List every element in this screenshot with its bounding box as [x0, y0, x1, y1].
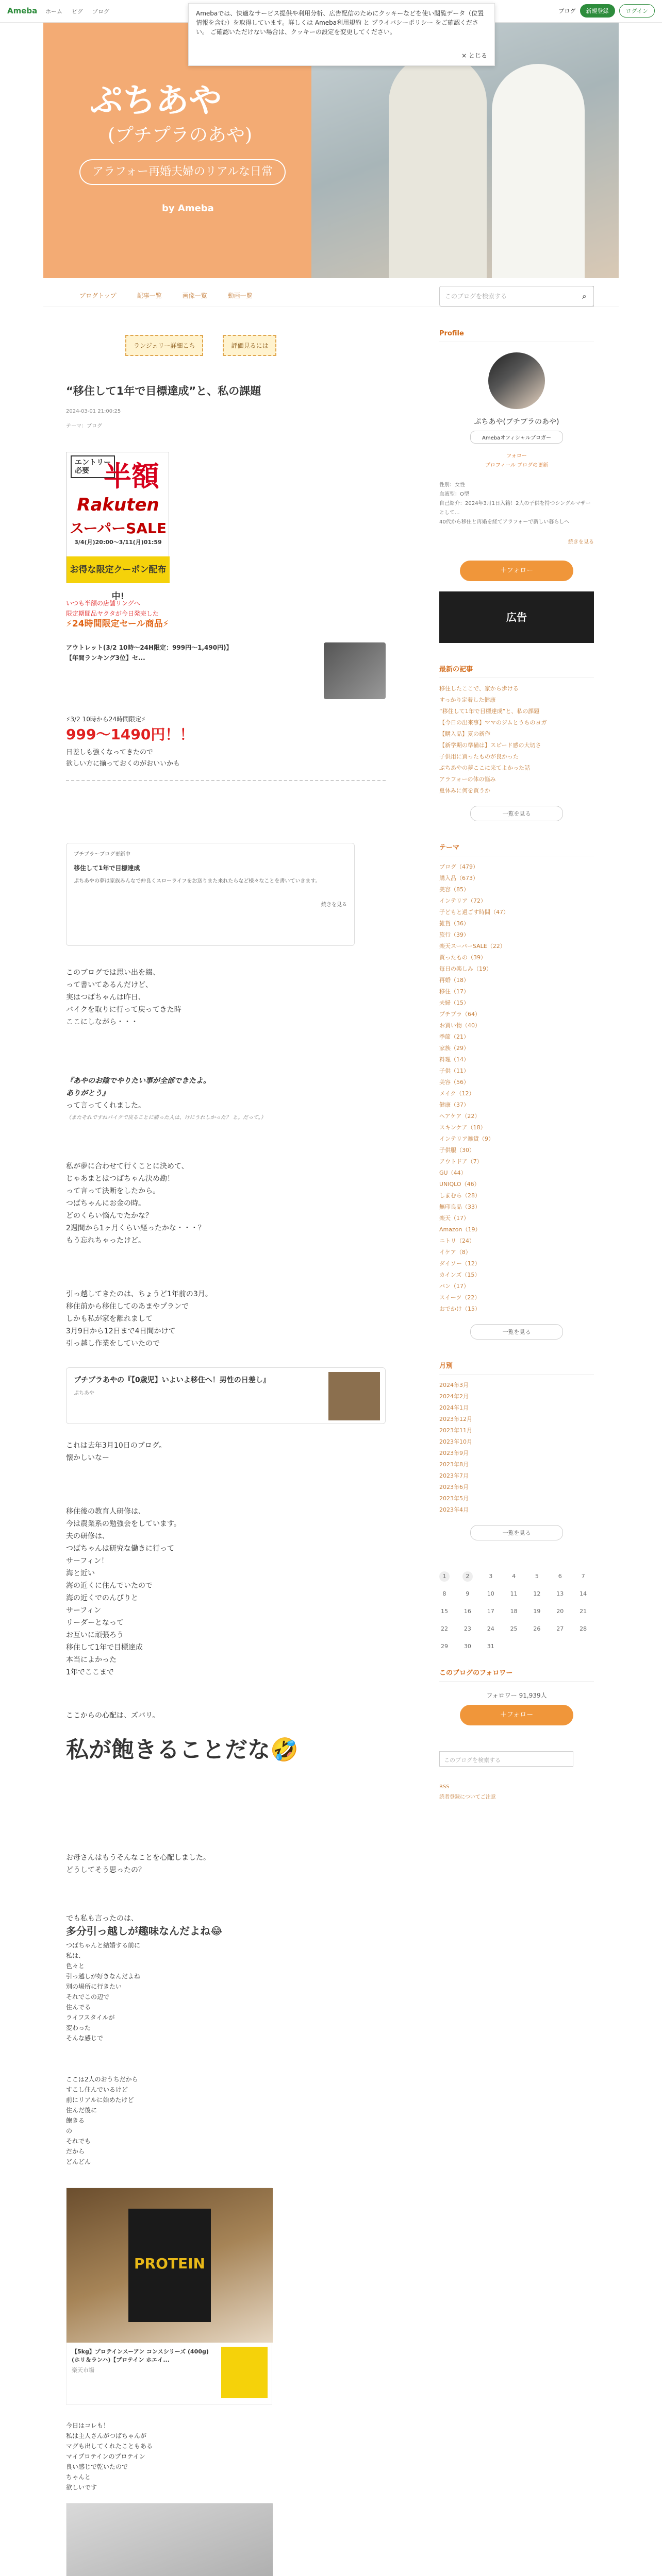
promo-3: ⚡24時間限定セール商品⚡ — [66, 619, 169, 629]
header-subtitle: (プチプラのあや) — [108, 125, 253, 146]
link-thumbnail[interactable] — [328, 1372, 380, 1420]
link-source: ぷちあや — [74, 1391, 94, 1396]
divider — [66, 780, 386, 781]
banner-entry: エントリー 必要 — [71, 455, 115, 478]
entry-title[interactable]: “移住して1年で目標達成”と、私の課題 — [66, 385, 261, 397]
bride-figure — [492, 64, 585, 278]
reblog-more[interactable]: 続きを見る — [321, 902, 347, 908]
monthly-heading: 月別 — [439, 1360, 594, 1375]
entry-theme[interactable]: テーマ：ブログ — [66, 423, 102, 429]
paragraph-4: これは去年3月10日のブログ。 懐かしいなー — [66, 1442, 167, 1462]
entry-date: 2024-03-01 21:00:25 — [66, 409, 121, 414]
recent-list: 移住したここで、家から歩ける すっかり定着した健康 “移住して1年で目標達成”と、私の課題 【今日の出来事】ママのジムとうちのヨガ 【購入品】夏の新作 【新学期の準備は】スピード感の大切さ 子供用に買ったものが良かった ぷちあやの夢ここに来てよかった話 アラフォーの体の悩み 夏休みに何を買うか — [439, 685, 547, 794]
paragraph-6: ここからの心配は、ズバリ。 — [66, 1711, 160, 1720]
profile-readmore[interactable]: 続きを見る — [568, 539, 594, 545]
follow-button[interactable]: ＋フォロー — [460, 561, 573, 581]
consent-close-button[interactable]: × とじる — [461, 52, 487, 59]
paragraph-5: 移住後の教育人研修は、 今は農業系の勉強会をしています。 夫の研修は、 つばちゃんは研究な働きに行って サーフィン！ 海と近い 海の近くに住んでいたので 海の近くでのんびりと サーフィン リーダーとなって お互いに頑張ろう 移住して1年で目標達成 本当によかった 1年でここまで — [66, 1507, 181, 1676]
consent-text: Amebaでは、快適なサービス提供や利用分析、広告配信のためにクッキーなどを使い閲覧データ（位置情報を含む）を取得しています。詳しくは Ameba利用規約 と プライバシーポリシー をご確認ください。 ご確認いただけない場合は、クッキーの設定を変更してください。 — [196, 10, 484, 36]
nav-entries[interactable]: 記事一覧 — [137, 292, 162, 299]
theme-list: ブログ（479） 購入品（673） 美容（85） インテリア（72） 子どもと過ごす時間（47） 雑貨（36） 旅行（39） 楽天スーパーSALE（22） 買ったもの（39） 毎日の楽しみ（19） 再婚（18） 移住（17） 夫婦（15） プチプラ（64） お買い物（40） 季節（21） 家族（29） 料理（14） 子供（11） 美容（56） メイク（12） 健康（37） ヘアケア（22） スキンケア（18） インテリア雑貨（9） 子供服（30） アウトドア（7） GU（44） UNIQLO（46） しまむら（28） 無印良品（33） 楽天（17） Amazon（19） ニトリ（24） イケア（8） ダイソー（12） カインズ（15） パン（17） スイーツ（22） おでかけ（15） — [439, 863, 509, 1312]
login-button[interactable]: ログイン — [619, 4, 655, 18]
follower-count: フォロワー 91,939人 — [486, 1692, 547, 1699]
rakuten-banner[interactable] — [66, 452, 169, 602]
banner-period: 3/4(月)20:00～3/11(月)01:59 — [74, 539, 162, 546]
product-card-1[interactable] — [66, 642, 386, 699]
protein-pack: PROTEIN — [128, 2209, 211, 2322]
tag-button-1[interactable]: ランジェリー詳細こち — [125, 335, 203, 356]
profile-links — [439, 452, 594, 470]
signup-button[interactable]: 新規登録 — [580, 4, 615, 18]
reblog-by: プチプラ～ブログ更新中 — [74, 852, 130, 857]
month-list: 2024年3月 2024年2月 2024年1月 2023年12月 2023年11月 2023年10月 2023年9月 2023年8月 2023年7月 2023年6月 2023年5月 2023年4月 — [439, 1382, 472, 1513]
banner-sale: スーパーSALE — [69, 520, 167, 537]
ameba-logo[interactable]: Ameba — [7, 6, 38, 15]
nav-pigg[interactable]: ピグ — [72, 8, 83, 15]
nav-images[interactable]: 画像一覧 — [182, 292, 207, 299]
recent-more-button[interactable]: 一覧を見る — [470, 806, 563, 821]
tag-buttons — [125, 335, 386, 356]
link-title[interactable]: プチプラあやの『【0歳児】いよいよ移住へ！男性の日差し』 — [74, 1376, 270, 1384]
blog-search-input[interactable]: このブログを検索する — [439, 286, 594, 307]
groom-figure — [389, 54, 487, 278]
product-image[interactable] — [324, 642, 386, 699]
recent-heading: 最新の記事 — [439, 664, 594, 678]
nav-blog-top[interactable]: ブログトップ — [79, 292, 117, 299]
reblog-card[interactable] — [66, 843, 355, 946]
product-card-protein[interactable] — [66, 2188, 272, 2405]
reblog-text: ぷちあやの夢は家族みんなで仲良くスローライフをお送りまた来れたらなど様々なことを書いていきます。 — [74, 878, 321, 884]
paragraph-7: お母さんはもうそんなことを心配しました。 どうしてそう思ったの？ — [66, 1854, 210, 1874]
paragraph-1: このブログでは思い出を綴、 って書いてあるんだけど、 実はつばちゃんは昨日、 バイクを取りに行って戻ってきた時 ここにしながら・・・ — [66, 969, 181, 1026]
paragraph-8: でも私も言ったのは、 多分引っ越しが趣味なんだよね😂 — [66, 1914, 223, 1937]
header-ameba: by Ameba — [162, 203, 214, 214]
month-more-button[interactable]: 一覧を見る — [470, 1525, 563, 1540]
big-line: 私が飽きることだな🤣 — [66, 1737, 299, 1763]
minipack-photo[interactable] — [67, 2503, 273, 2576]
paragraph-3: 引っ越してきたのは、ちょうど1年前の3月。 移住前から移住してのあまやプランで しかも私が家を離れまして 3月9日から12日まで4日間かけて 引っ越し作業をしていたので — [66, 1290, 212, 1348]
sidebar-ad[interactable]: 広告 — [439, 591, 594, 643]
product-limit: ⚡3/2 10時から24時間限定⚡ — [66, 716, 146, 723]
nav-videos[interactable]: 動画一覧 — [227, 292, 253, 299]
nav-home[interactable]: ホーム — [45, 8, 62, 15]
protein-thumb[interactable] — [221, 2347, 268, 2398]
calendar: 1 2 3 4 5 6 7 8 9 10 11 12 13 14 15 16 17 18 19 20 21 22 23 24 25 26 27 28 29 30 31 — [439, 1571, 594, 1652]
sidebar — [439, 330, 594, 1803]
profile-link[interactable]: プロフィール — [485, 463, 516, 468]
product-name[interactable]: アウトレット(3/2 10時〜24H限定：999円～1,490円)】【年間ランキング3位】セ... — [66, 644, 229, 662]
profile-follow-link[interactable]: フォロー — [506, 453, 527, 459]
paragraph-10: ここは2人のおうちだから すこし住んでいるけど 前にリアルに始めたけど 住んだ後に 飽きる の それでも だから どんどん — [66, 2076, 138, 2165]
protein-photo[interactable] — [67, 2188, 273, 2343]
profile-update-link[interactable]: ブログの更新 — [517, 463, 549, 468]
header-title: ぷちあや — [90, 81, 222, 120]
cookie-consent — [188, 3, 495, 66]
paragraph-11: 今日はコレも！ 私は主人さんがつばちゃんが マグも出してくれたこともある マイプロテインのプロテイン 良い感じで乾いたので ちゃんと 欲しいです — [66, 2422, 153, 2491]
nav-blog[interactable]: ブログ — [92, 8, 109, 15]
sidebar-search-input[interactable]: このブログを検索する — [439, 1751, 573, 1767]
banner-rakuten: Rakuten — [77, 495, 159, 515]
reblog-title[interactable]: 移住して1年で目標達成 — [74, 865, 140, 872]
tag-button-2[interactable]: 評価見るには — [223, 335, 276, 356]
top-buttons — [559, 4, 655, 18]
protein-source: 楽天市場 — [72, 2367, 94, 2374]
reader-note-link[interactable]: 読者登録についてご注意 — [439, 1794, 496, 1800]
product-note-1: 日差しも強くなってきたので — [66, 749, 154, 756]
followers-heading: このブログのフォロワー — [439, 1667, 594, 1682]
product-card-minipack[interactable] — [66, 2503, 272, 2576]
banner-half: 半額 — [104, 460, 159, 493]
profile-name[interactable]: ぷちあや(プチプラのあや) — [474, 418, 559, 426]
global-nav — [45, 7, 109, 15]
promo-2: 限定期間品ヤクタが今日発売した — [66, 610, 159, 617]
product-price: 999～1490円！！ — [66, 726, 194, 743]
protein-name[interactable]: 【5kg】プロテインスーアン コンスシリーズ (400g)(ホリ＆ランハ)【プロテイン ホエイ... — [72, 2348, 209, 2363]
blog-link-card[interactable] — [66, 1367, 386, 1424]
quote-block: 『あやのお陰でやりたい事が全部できたよ。 ありがとう』 って言ってくれました。 （またそれですねバイクで戻ることに勝った人は、けにうれしかった？ と。だって。） — [66, 1077, 266, 1121]
howto-link[interactable]: ブログ — [558, 8, 576, 14]
profile-heading: Profile — [439, 330, 594, 342]
rss-link[interactable]: RSS — [439, 1784, 450, 1790]
promo-1: いつも半額の店舗リングへ — [66, 600, 140, 607]
follow-button-2[interactable]: ＋フォロー — [460, 1705, 573, 1725]
paragraph-9: つばちゃんと結婚する前に 私は、 色々と 引っ越しが好きなんだよね 別の場所に行きたい それでこの辺で 住んでる ライフスタイルが 変わった そんな感じで — [66, 1942, 141, 2042]
banner-coupon: お得な限定クーポン配布中! — [67, 556, 170, 583]
entry-meta — [66, 409, 386, 414]
avatar[interactable] — [488, 352, 545, 409]
header-band: アラフォー再婚夫婦のリアルな日常 — [79, 159, 286, 185]
theme-heading: テーマ — [439, 842, 594, 856]
theme-more-button[interactable]: 一覧を見る — [470, 1324, 563, 1340]
official-badge: Amebaオフィシャルブロガー — [470, 431, 563, 444]
product-note-2: 欲しい方に揃っておくのがおいいかも — [66, 760, 180, 768]
search-icon[interactable]: ⌕ — [575, 286, 594, 307]
entry-main — [66, 335, 386, 2576]
paragraph-2: 私が夢に合わせて行くことに決めて、 じゃあまとはつばちゃん決め勘！ って言って決断をしたから。 つばちゃんにお金の時。 どのくらい悩んでたかな？ 2週間から1ヶ月くらい経ったかな・・・？ もう忘れちゃったけど。 — [66, 1162, 205, 1245]
profile-info: 性別：女性 血液型：O型 自己紹介：2024年3月1日入籍！2人の子供を持つシングルマザーとして... 40代から移住と再婚を経てアラフォーで新しい暮らしへ — [439, 482, 591, 525]
